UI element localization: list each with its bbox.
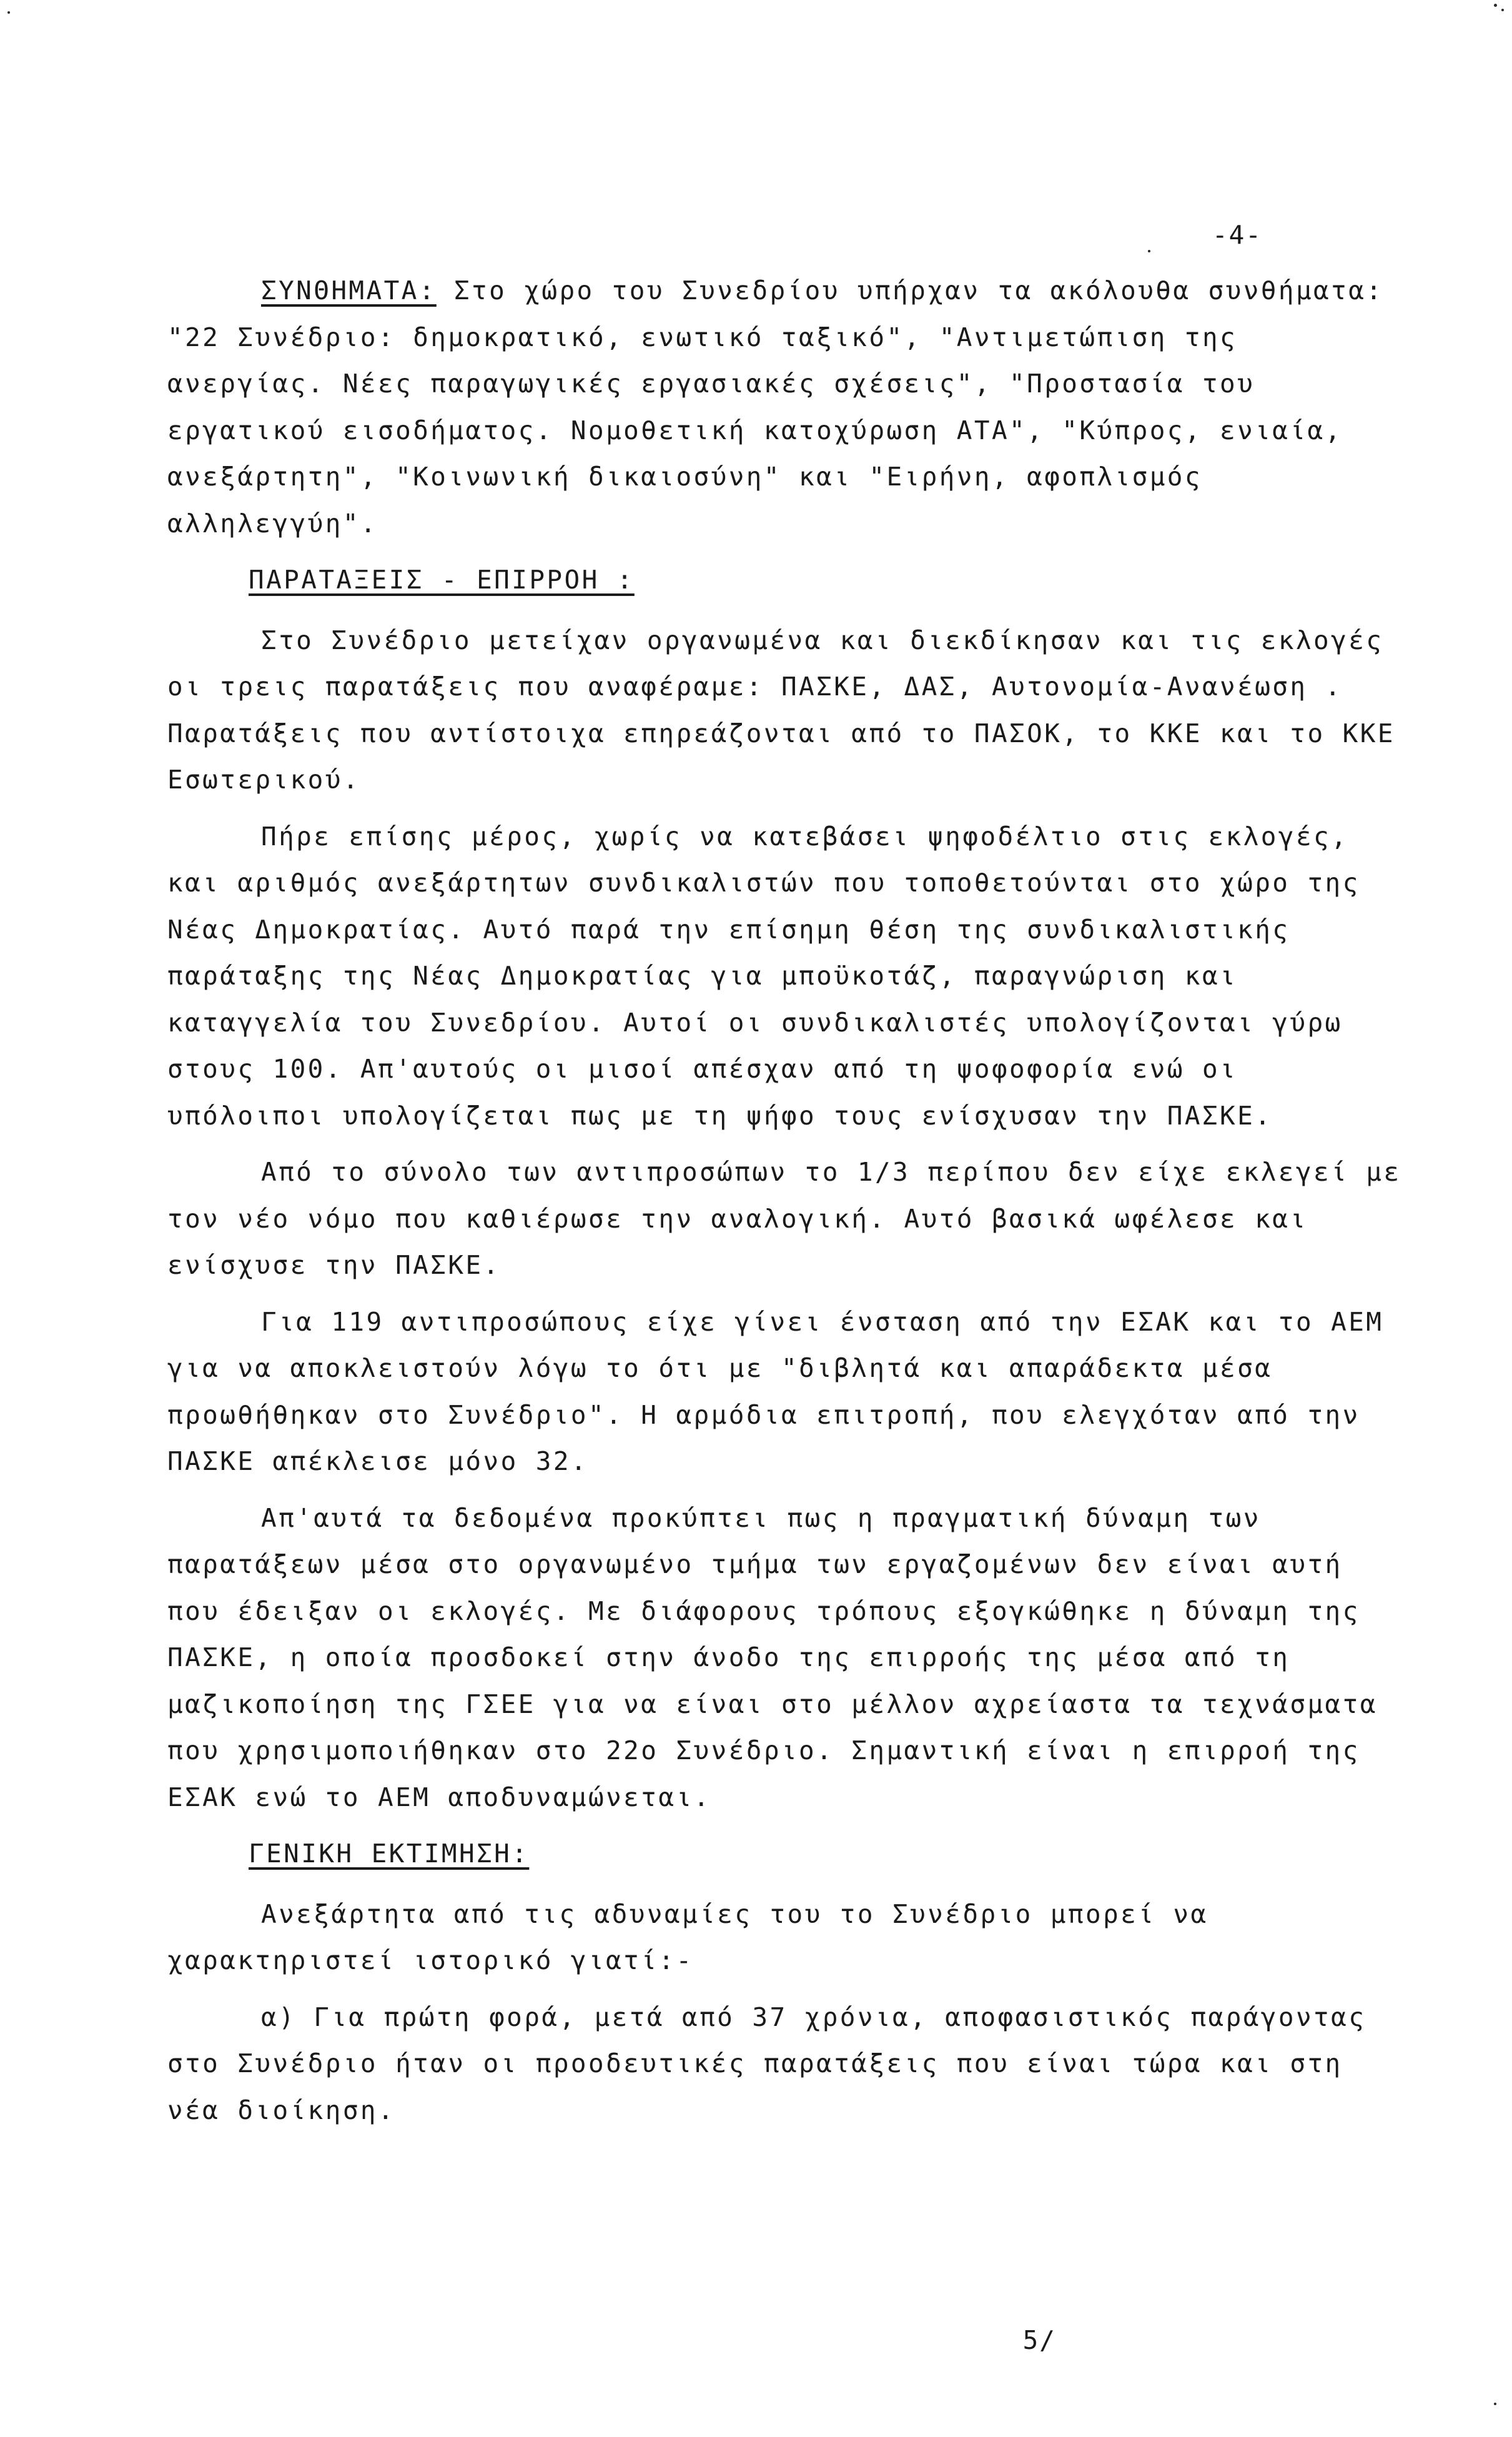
assessment-paragraph-1: Ανεξάρτητα από τις αδυναμίες του το Συνέδριο μπορεί να χαρακτηριστεί ιστορικό γιατί:- [167, 1898, 1208, 1975]
factions-paragraph-5: Απ'αυτά τα δεδομένα προκύπτει πως η πραγματική δύναμη των παρατάξεων μέσα στο οργανωμένο τμήμα των εργαζομένων δεν είναι αυτή που έδειξαν οι εκλογές. Με διάφορους τρόπους εξογκώθηκε η δύναμη της ΠΑΣΚΕ, η οποία προσδοκεί στην άνοδο της επιρροής της μέσα από τη μαζικοποίηση της ΓΣΕΕ για να είναι στο μέλλον αχρείαστα τα τεχνάσματα που χρησιμοποιήθηκαν στο 22ο Συνέδριο. Σημαντική είναι η επιρροή της ΕΣΑΚ ενώ το ΑΕΜ αποδυναμώνεται. [167, 1502, 1378, 1812]
page-number: -4- [1212, 220, 1262, 250]
factions-paragraph-3: Από το σύνολο των αντιπροσώπων το 1/3 περίπου δεν είχε εκλεγεί με τον νέο νόμο που καθιέρωσε την αναλογική. Αυτό βασικά ωφέλεσε και ενίσχυσε την ΠΑΣΚΕ. [167, 1157, 1401, 1280]
factions-heading: ΠΑΡΑΤΑΞΕΙΣ - ΕΠΙΡΡΟΗ : [249, 565, 635, 595]
document-body [167, 267, 1410, 2143]
scan-speck [1148, 250, 1150, 252]
slogans-text: Στο χώρο του Συνεδρίου υπήρχαν τα ακόλουθα συνθήματα: "22 Συνέδριο: δημοκρατικό, ενωτικό ταξικό", "Αντιμετώπιση της ανεργίας. Νέες παραγωγικές εργασιακές σχέσεις", "Προστασία του εργατικού εισοδήματος. Νομοθετική κατοχύρωση ΑΤΑ", "Κύπρος, ενιαία, ανεξάρτητη", "Κοινωνική δικαιοσύνη" και "Ειρήνη, αφοπλισμός αλληλεγγύη". [167, 275, 1384, 539]
continuation-page-ref: 5/ [1022, 2325, 1056, 2355]
slogans-heading: ΣΥΝΘΗΜΑΤΑ: [261, 275, 437, 305]
factions-paragraph-1: Στο Συνέδριο μετείχαν οργανωμένα και διεκδίκησαν και τις εκλογές οι τρεις παρατάξεις που αναφέραμε: ΠΑΣΚΕ, ΔΑΣ, Αυτονομία-Ανανέωση . Παρατάξεις που αντίστοιχα επηρεάζονται από το ΠΑΣΟΚ, το ΚΚΕ και το ΚΚΕ Εσωτερικού. [167, 625, 1395, 795]
assessment-paragraph-2: α) Για πρώτη φορά, μετά από 37 χρόνια, αποφασιστικός παράγοντας στο Συνέδριο ήταν οι προοδευτικές παρατάξεις που είναι τώρα και στη νέα διοίκηση. [167, 2002, 1366, 2125]
slogans-paragraph [167, 267, 1410, 547]
scan-speck [1501, 9, 1504, 11]
scan-speck [7, 11, 10, 14]
factions-paragraph-2: Πήρε επίσης μέρος, χωρίς να κατεβάσει ψηφοδέλτιο στις εκλογές, και αριθμός ανεξάρτητων συνδικαλιστών που τοποθετούνται στο χώρο της Νέας Δημοκρατίας. Αυτό παρά την επίσημη θέση της συνδικαλιστικής παράταξης της Νέας Δημοκρατίας για μποϋκοτάζ, παραγνώριση και καταγγελία του Συνεδρίου. Αυτοί οι συνδικαλιστές υπολογίζονται γύρω στους 100. Απ'αυτούς οι μισοί απέσχαν από τη ψοφοφορία ενώ οι υπόλοιποι υπολογίζεται πως με τη ψήφο τους ενίσχυσαν την ΠΑΣΚΕ. [167, 821, 1360, 1131]
assessment-heading: ΓΕΝΙΚΗ ΕΚΤΙΜΗΣΗ: [249, 1839, 530, 1869]
factions-paragraph-4: Για 119 αντιπροσώπους είχε γίνει ένσταση από την ΕΣΑΚ και το ΑΕΜ για να αποκλειστούν λόγω το ότι με "διβλητά και απαράδεκτα μέσα προωθήθηκαν στο Συνέδριο". Η αρμόδια επιτροπή, που ελεγχόταν από την ΠΑΣΚΕ απέκλεισε μόνο 32. [167, 1306, 1384, 1476]
scan-speck [1494, 2403, 1496, 2405]
scan-speck [1494, 4, 1497, 7]
